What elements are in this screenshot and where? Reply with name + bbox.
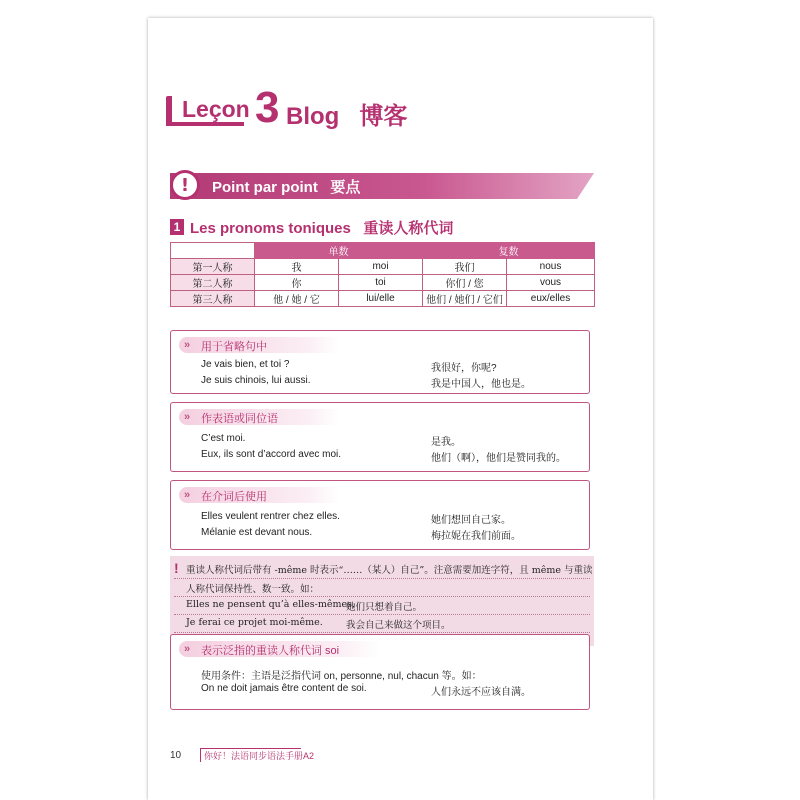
example-fr: C’est moi. xyxy=(201,433,246,444)
table-header-row xyxy=(171,243,595,259)
table-cell-person: 第一人称 xyxy=(171,259,255,275)
note-example-fr: Je ferai ce projet moi-même. xyxy=(186,617,323,628)
example-fr: Mélanie est devant nous. xyxy=(201,527,313,538)
table-cell: toi xyxy=(339,275,423,291)
footer-book-title-tab xyxy=(200,748,315,762)
example-fr: Elles veulent rentrer chez elles. xyxy=(201,511,340,522)
box-heading-label: 表示泛指的重读人称代词 soi xyxy=(201,645,340,657)
pronoun-table xyxy=(170,242,595,307)
note-panel xyxy=(170,556,594,646)
example-zh: 是我。 xyxy=(431,437,461,448)
table-row xyxy=(171,275,595,291)
subsection-number: 1 xyxy=(170,219,184,235)
usage-box-ellipsis xyxy=(170,330,590,394)
table-cell: nous xyxy=(507,259,595,275)
note-example-zh: 我会自己来做这个项目。 xyxy=(346,620,451,631)
box-heading-label: 用于省略句中 xyxy=(201,341,267,353)
note-text: 重读人称代词后带有 -même 时表示“……（某人）自己”。注意需要加连字符，且 même 与重读 xyxy=(186,565,593,576)
table-cell: moi xyxy=(339,259,423,275)
box-heading xyxy=(179,337,339,353)
usage-box-soi xyxy=(170,634,590,710)
box-heading-label: 在介词后使用 xyxy=(201,491,267,503)
exclamation-icon: ! xyxy=(174,560,179,576)
lecon-title: Blog 博客 xyxy=(286,103,408,130)
section-label: Point par point 要点 xyxy=(212,179,361,196)
footer-book-title: 你好！法语同步语法手册A2 xyxy=(204,751,315,761)
exclamation-icon: ! xyxy=(170,170,200,200)
table-header-empty xyxy=(171,243,255,259)
page-number: 10 xyxy=(170,750,182,761)
divider xyxy=(174,632,590,633)
table-cell: 他 / 她 / 它 xyxy=(255,291,339,307)
usage-box-preposition xyxy=(170,480,590,550)
table-cell: 你们 / 您 xyxy=(423,275,507,291)
table-header-plural: 复数 xyxy=(423,243,595,259)
table-cell: lui/elle xyxy=(339,291,423,307)
divider xyxy=(174,578,590,579)
chevron-right-icon: » xyxy=(184,489,191,501)
table-cell-person: 第三人称 xyxy=(171,291,255,307)
usage-box-predicate xyxy=(170,402,590,472)
lecon-number: 3 xyxy=(255,83,280,132)
table-cell: 我们 xyxy=(423,259,507,275)
lecon-word: Leçon xyxy=(182,96,250,122)
chevron-right-icon: » xyxy=(184,411,191,423)
divider xyxy=(174,614,590,615)
box-heading xyxy=(179,487,339,503)
example-fr: Eux, ils sont d’accord avec moi. xyxy=(201,449,342,460)
example-zh: 我是中国人，他也是。 xyxy=(431,379,531,390)
chevron-right-icon: » xyxy=(184,643,191,655)
example-fr: On ne doit jamais être content de soi. xyxy=(201,683,367,694)
note-example-fr: Elles ne pensent qu’à elles-mêmes. xyxy=(186,599,356,610)
table-cell: vous xyxy=(507,275,595,291)
table-cell: 你 xyxy=(255,275,339,291)
example-zh: 梅拉妮在我们前面。 xyxy=(431,531,521,542)
divider xyxy=(174,596,590,597)
chevron-right-icon: » xyxy=(184,339,191,351)
example-fr: Je suis chinois, lui aussi. xyxy=(201,375,311,386)
box-heading xyxy=(179,641,379,657)
table-cell: 我 xyxy=(255,259,339,275)
box-heading xyxy=(179,409,339,425)
table-row xyxy=(171,291,595,307)
example-zh: 她们想回自己家。 xyxy=(431,515,511,526)
table-cell: 他们 / 她们 / 它们 xyxy=(423,291,507,307)
soi-condition: 使用条件：主语是泛指代词 on, personne, nul, chacun 等。如： xyxy=(201,671,482,682)
note-text: 人称代词保持性、数一致。如： xyxy=(186,584,320,595)
title-bracket-decoration xyxy=(166,96,172,126)
note-example-zh: 她们只想着自己。 xyxy=(346,602,423,613)
box-heading-label: 作表语或同位语 xyxy=(201,413,278,425)
table-cell: eux/elles xyxy=(507,291,595,307)
example-zh: 他们（啊），他们是赞同我的。 xyxy=(431,453,566,464)
example-zh: 人们永远不应该自满。 xyxy=(431,687,531,698)
example-zh: 我很好，你呢? xyxy=(431,363,497,374)
example-fr: Je vais bien, et toi ? xyxy=(201,359,290,370)
table-cell-person: 第二人称 xyxy=(171,275,255,291)
book-page xyxy=(148,18,653,800)
table-header-singular: 单数 xyxy=(255,243,423,259)
subsection-title: Les pronoms toniques 重读人称代词 xyxy=(190,220,454,237)
table-row xyxy=(171,259,595,275)
